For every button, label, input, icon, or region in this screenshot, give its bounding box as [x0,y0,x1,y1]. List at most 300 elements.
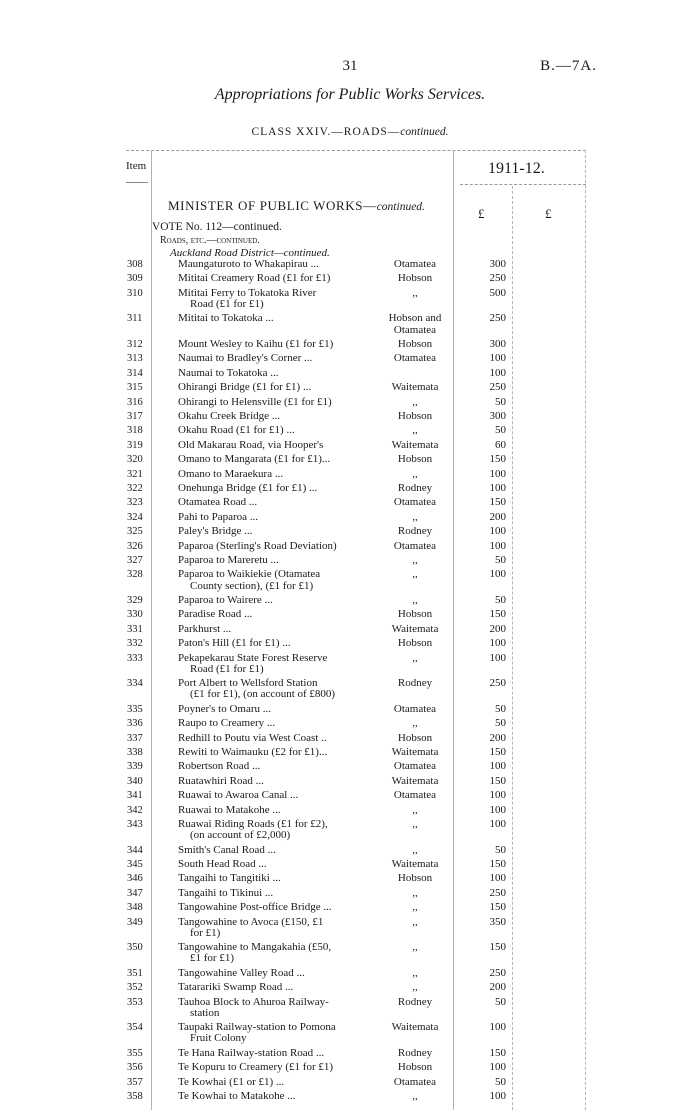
item-description-line: Okahu Road (£1 for £1) ... [178,424,295,437]
electorate-line: ,, [412,901,418,914]
electorate-line: Otamatea [393,702,437,715]
electorate-line: Rodney [397,1046,433,1059]
electorate-line: Waitemata [391,774,439,787]
item-number: 345 [127,859,143,870]
item-number: 352 [127,982,143,994]
item-number: 315 [127,382,143,394]
electorate-line: ,, [412,981,418,994]
electorate [380,761,450,772]
item-description-line: Paton's Hill (£1 for £1) ... [178,637,291,650]
amount: 150 [489,901,506,914]
page-number: 31 [342,58,358,74]
item-header-rule [126,182,148,183]
item-description-continuation: Road (£1 for £1) [190,298,264,311]
item-number: 312 [127,339,143,350]
item-description [178,888,378,899]
item-description [178,512,378,523]
item-column-divider [151,150,152,1110]
electorate-line: Rodney [397,525,433,538]
electorate [380,569,450,580]
item-description [178,761,378,772]
item-number: 353 [127,996,143,1008]
electorate [380,353,450,364]
item-description-line: Naumai to Bradley's Corner ... [178,352,313,365]
electorate-line: ,, [412,803,418,816]
item-description [178,747,378,758]
electorate-line: ,, [412,843,418,856]
amount: 100 [489,525,506,538]
item-description-line: Smith's Canal Road ... [178,843,276,856]
electorate-line: Hobson [397,338,433,350]
desc-column-divider [453,150,454,1110]
item-description-line: Paley's Bridge ... [178,525,253,538]
amount: 200 [489,731,506,744]
electorate-line: ,, [412,424,418,437]
item-number: 341 [127,790,143,802]
item-description [178,497,378,508]
amount: 250 [489,886,506,899]
amount: 150 [489,496,506,509]
item-number: 311 [127,313,143,325]
item-description-line: South Head Road ... [178,858,267,870]
item-description [178,288,378,311]
item-number: 357 [127,1076,143,1088]
item-description [178,569,378,592]
item-description [178,273,378,284]
electorate-line: ,, [412,818,418,830]
amount: 60 [495,438,506,451]
item-description-line: Tangaihi to Tikinui ... [178,886,274,899]
electorate [380,1077,450,1088]
electorate [380,1062,450,1073]
item-description-continuation: County section), (£1 for £1) [190,579,314,592]
electorate-line: Rodney [397,677,433,690]
item-description-line: Ruawai Riding Roads (£1 for £2), [178,818,328,830]
item-description-line: Okahu Creek Bridge ... [178,410,281,422]
item-description [178,678,378,701]
item-description-line: Paradise Road ... [178,608,253,621]
item-description [178,382,378,393]
electorate [380,624,450,635]
electorate-line: ,, [412,651,418,664]
electorate [380,638,450,649]
item-description [178,411,378,422]
amount: 300 [489,338,506,350]
electorate-line: ,, [412,395,418,408]
item-description [178,704,378,715]
electorate-line: ,, [412,966,418,979]
item-number: 309 [127,273,143,285]
electorate-line: ,, [412,286,418,299]
electorate [380,541,450,552]
minister-heading-suffix: continued. [376,201,425,213]
electorate-line: Hobson [397,637,433,650]
electorate-line: ,, [412,467,418,480]
amount: 100 [489,539,506,552]
amount: 50 [495,843,506,856]
item-number: 330 [127,609,143,621]
item-description [178,1022,378,1045]
electorate-line: Hobson [397,872,433,885]
item-description [178,982,378,993]
amount: 250 [489,381,506,394]
item-number: 336 [127,718,143,730]
item-description-line: Onehunga Bridge (£1 for £1) ... [178,482,318,494]
item-number: 344 [127,844,143,856]
electorate [380,1048,450,1059]
item-number: 349 [127,916,143,928]
electorate [380,790,450,801]
item-number: 356 [127,1062,143,1074]
item-number: 358 [127,1091,143,1102]
electorate [380,1091,450,1102]
item-description [178,968,378,979]
amount: 250 [489,966,506,979]
electorate [380,997,450,1008]
amount: 50 [495,1075,506,1088]
electorate-line: ,, [412,1090,418,1102]
electorate-line: ,, [412,594,418,606]
amount: 50 [495,702,506,715]
electorate [380,440,450,451]
electorate [380,968,450,979]
electorate-line: Hobson [397,731,433,744]
item-description [178,790,378,801]
item-number: 350 [127,942,143,954]
item-number: 327 [127,555,143,566]
amount: 500 [489,286,506,299]
electorate [380,512,450,523]
electorate [380,313,450,336]
electorate [380,747,450,758]
electorate [380,776,450,787]
item-description-continuation: for £1) [190,926,221,939]
item-number: 313 [127,353,143,365]
item-description [178,819,378,842]
item-number: 351 [127,967,143,979]
amount: 250 [489,312,506,325]
item-description-line: Tauhoa Block to Ahuroa Railway- [178,995,329,1008]
amount: 150 [489,453,506,466]
item-description-line: Raupo to Creamery ... [178,717,276,730]
table-top-rule [126,150,586,151]
amount: 50 [495,395,506,408]
electorate [380,917,450,928]
item-number: 335 [127,703,143,715]
item-description-line: Poyner's to Omaru ... [178,702,272,715]
electorate [380,555,450,566]
item-number: 324 [127,511,143,523]
item-description-line: Paparoa to Mareretu ... [178,554,279,566]
class-title [0,126,700,138]
electorate-line: Waitemata [391,622,439,635]
item-description-line: Maungaturoto to Whakapirau ... [178,258,319,270]
item-description-line: Tatarariki Swamp Road ... [178,981,294,994]
amount-column-divider [512,186,513,1110]
item-description [178,997,378,1020]
item-number: 319 [127,439,143,451]
item-description [178,718,378,729]
item-number: 314 [127,367,143,379]
item-description-line: Tangowahine to Avoca (£150, £1 [178,915,324,928]
item-description-continuation: Fruit Colony [190,1032,247,1045]
electorate [380,273,450,284]
electorate [380,497,450,508]
item-description [178,526,378,537]
item-description-line: Port Albert to Wellsford Station [178,677,318,690]
electorate [380,454,450,465]
item-number: 322 [127,483,143,494]
item-description-line: Te Kowhai (£1 or £1) ... [178,1075,285,1088]
item-number: 343 [127,819,143,830]
amount: 50 [495,717,506,730]
item-description-continuation: (on account of £2,000) [190,829,291,842]
item-description [178,653,378,676]
item-description-line: Redhill to Poutu via West Coast .. [178,731,327,744]
electorate-continuation: Otamatea [393,323,437,336]
item-description-line: Paparoa to Wairere ... [178,594,273,606]
amount: 50 [495,995,506,1008]
item-number: 332 [127,638,143,650]
item-description [178,425,378,436]
electorate [380,411,450,422]
electorate-line: Waitemata [391,1021,439,1034]
electorate-line: Otamatea [393,258,437,270]
class-title-suffix: continued. [400,126,449,138]
amount: 100 [489,818,506,830]
amount: 100 [489,467,506,480]
item-description-line: Mititai to Tokatoka ... [178,312,274,325]
electorate-line: Hobson and [388,312,442,325]
item-number: 340 [127,775,143,787]
electorate [380,259,450,270]
item-description [178,483,378,494]
electorate-line: Otamatea [393,789,437,802]
item-description-line: Pekapekarau State Forest Reserve [178,651,328,664]
item-column-header: Item [126,160,147,172]
item-description-line: Mititai Ferry to Tokatoka River [178,286,317,299]
item-description-line: Te Kowhai to Matakohe ... [178,1090,296,1102]
item-number: 331 [127,623,143,635]
item-description-continuation: (£1 for £1), (on account of £800) [190,688,336,701]
amount: 150 [489,746,506,758]
item-description [178,353,378,364]
item-description-continuation: station [190,1006,220,1019]
electorate [380,733,450,744]
amount: 100 [489,637,506,650]
item-number: 355 [127,1047,143,1059]
item-number: 326 [127,540,143,552]
amount: 50 [495,424,506,437]
electorate [380,902,450,913]
item-number: 354 [127,1022,143,1034]
amount: 100 [489,568,506,581]
electorate-line: Otamatea [393,496,437,509]
amount: 150 [489,774,506,787]
item-description [178,609,378,620]
amount: 150 [489,941,506,954]
electorate [380,942,450,953]
electorate-line: Otamatea [393,352,437,365]
electorate-line: Rodney [397,995,433,1008]
amount: 100 [489,803,506,816]
item-number: 323 [127,497,143,509]
item-description-line: Ohirangi to Helensville (£1 for £1) [178,395,332,408]
item-description [178,339,378,350]
item-description-line: Pahi to Paparoa ... [178,510,259,523]
item-description-line: Taupaki Railway-station to Pomona [178,1021,336,1034]
item-number: 346 [127,873,143,885]
electorate-line: Waitemata [391,746,439,758]
electorate-line: ,, [412,554,418,566]
amount: 100 [489,1021,506,1034]
minister-heading-text: MINISTER OF PUBLIC WORKS— [168,198,377,213]
item-description [178,595,378,606]
item-description-line: Parkhurst ... [178,622,232,635]
item-description [178,733,378,744]
item-description-line: Paparoa (Sterling's Road Deviation) [178,539,337,552]
item-number: 308 [127,259,143,270]
electorate-line: ,, [412,717,418,730]
electorate-line: Otamatea [393,1075,437,1088]
item-description-line: Te Hana Railway-station Road ... [178,1046,325,1059]
item-number: 321 [127,468,143,480]
item-number: 347 [127,887,143,899]
right-border [585,150,586,1110]
electorate [380,382,450,393]
electorate-line: Otamatea [393,760,437,773]
electorate-line: Otamatea [393,539,437,552]
amount: 250 [489,677,506,690]
item-description [178,259,378,270]
electorate [380,288,450,299]
item-description-line: Rewiti to Waimauku (£2 for £1)... [178,746,328,758]
amount: 250 [489,272,506,285]
amount: 350 [489,915,506,928]
item-number: 328 [127,569,143,581]
item-description-line: Ohirangi Bridge (£1 for £1) ... [178,381,312,394]
item-description-line: Otamatea Road ... [178,496,258,509]
electorate-line: Hobson [397,1061,433,1074]
electorate [380,526,450,537]
amount: 100 [489,482,506,494]
item-number: 339 [127,761,143,773]
electorate [380,339,450,350]
electorate-line: Rodney [397,482,433,494]
item-description [178,624,378,635]
amount: 100 [489,366,506,379]
item-description-line: Mount Wesley to Kaihu (£1 for £1) [178,338,334,350]
electorate-line: Hobson [397,453,433,466]
electorate [380,819,450,830]
amount: 200 [489,510,506,523]
item-description-line: Omano to Maraekura ... [178,467,284,480]
amount: 300 [489,410,506,422]
electorate [380,397,450,408]
item-number: 318 [127,425,143,437]
year-header-rule [460,184,586,185]
item-description [178,397,378,408]
electorate [380,653,450,664]
electorate-line: Hobson [397,272,433,285]
electorate [380,805,450,816]
roads-subheading: Roads, etc.—continued. [160,235,260,246]
item-description [178,1077,378,1088]
item-description-continuation: £1 for £1) [190,952,234,965]
amount: 100 [489,872,506,885]
item-description [178,454,378,465]
item-number: 316 [127,396,143,408]
amount: 100 [489,352,506,365]
item-description-line: Mititai Creamery Road (£1 for £1) [178,272,331,285]
item-description-line: Robertson Road ... [178,760,261,773]
electorate [380,888,450,899]
item-number: 329 [127,595,143,606]
item-number: 342 [127,804,143,816]
electorate [380,425,450,436]
item-number: 348 [127,902,143,914]
electorate-line: ,, [412,510,418,523]
electorate [380,469,450,480]
item-description [178,440,378,451]
electorate [380,1022,450,1033]
electorate-line: ,, [412,915,418,928]
item-description [178,541,378,552]
electorate [380,873,450,884]
minister-heading [168,198,425,214]
class-title-text: CLASS XXIV.—ROADS— [251,126,401,138]
item-description-continuation: Road (£1 for £1) [190,662,264,675]
amount: 100 [489,1061,506,1074]
item-description-line: Paparoa to Waikiekie (Otamatea [178,568,321,581]
item-number: 317 [127,411,143,422]
item-description [178,1062,378,1073]
item-description [178,845,378,856]
amount: 200 [489,622,506,635]
year-column-header: 1911-12. [488,160,545,177]
item-description [178,776,378,787]
electorate [380,704,450,715]
item-number: 333 [127,652,143,664]
document-reference: B.—7A. [540,58,597,74]
item-description [178,1048,378,1059]
electorate [380,845,450,856]
amount: 100 [489,651,506,664]
item-description-line: Tangaihi to Tangitiki ... [178,872,281,885]
item-description [178,805,378,816]
item-description-line: Tangowahine Post-office Bridge ... [178,901,332,914]
amount: 100 [489,760,506,773]
item-description [178,368,378,379]
item-description-line: Ruawai to Matakohe ... [178,803,281,816]
pound-sign-2: £ [545,206,552,221]
amount: 50 [495,554,506,566]
item-number: 325 [127,526,143,538]
item-description-line: Ruawai to Awaroa Canal ... [178,789,299,802]
pound-sign-1: £ [478,206,485,221]
item-description [178,873,378,884]
item-description [178,638,378,649]
item-description-line: Ruatawhiri Road ... [178,774,264,787]
amount: 200 [489,981,506,994]
item-number: 338 [127,747,143,758]
item-description [178,1091,378,1102]
electorate-line: ,, [412,941,418,954]
electorate-line: Hobson [397,410,433,422]
page-heading: Appropriations for Public Works Services. [214,86,486,103]
amount: 150 [489,858,506,870]
item-description-line: Naumai to Tokatoka ... [178,366,279,379]
